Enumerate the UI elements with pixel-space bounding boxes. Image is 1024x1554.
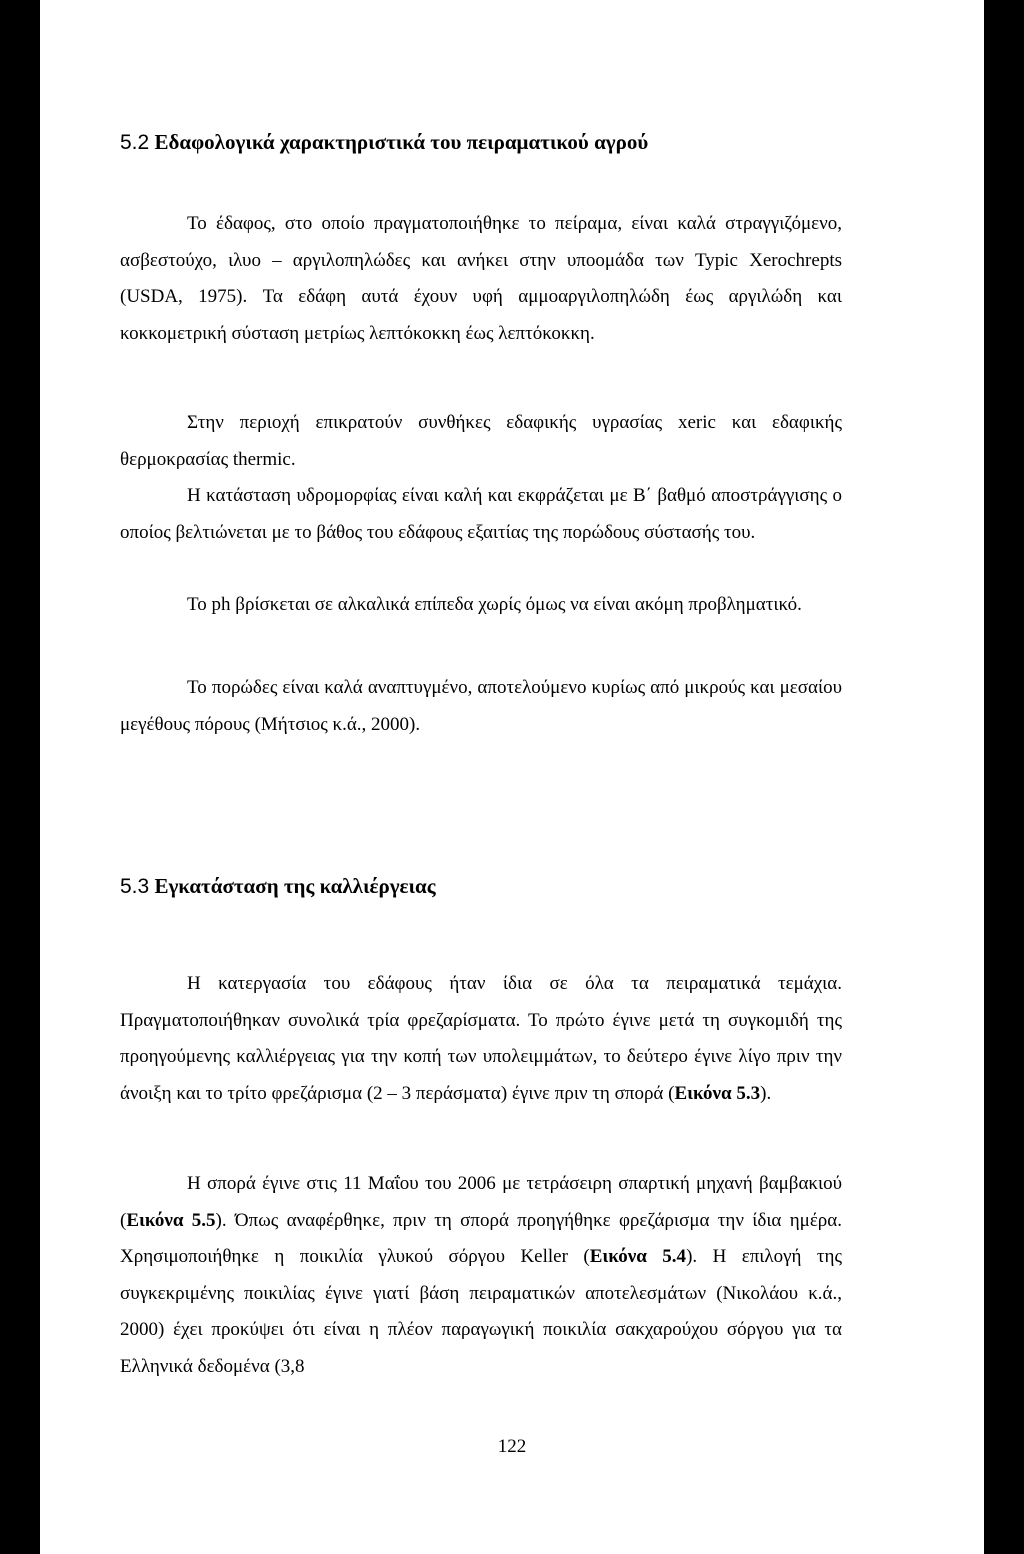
paragraph-text: ). Η επιλογή της συγκεκριμένης ποικιλίας έγινε γιατί βάση πειραματικών αποτελεσμάτων (Νικολάου κ.ά., 2000) έχει προκύψει ότι είναι η πλέον παραγωγική ποικιλία σακχαρούχου σόργου για τα Ελληνικά δεδομένα (3,8 bbox=[120, 1246, 842, 1377]
figure-reference: Εικόνα 5.4 bbox=[589, 1246, 687, 1267]
paragraph-text: Η κατεργασία του εδάφους ήταν ίδια σε όλα τα πειραματικά τεμάχια. Πραγματοποιήθηκαν συνολικά τρία φρεζαρίσματα. Το πρώτο έγινε μετά τη συγκομιδή της προηγούμενης καλλιέργειας για την κοπή των υπολειμμάτων, το δεύτερο έγινε λίγο πριν την άνοιξη και το τρίτο φρεζάρισμα (2 – 3 περάσματα) έγινε πριν τη σπορά ( bbox=[120, 973, 842, 1104]
figure-reference: Εικόνα 5.3 bbox=[674, 1082, 761, 1104]
section-number: 5.2 bbox=[120, 131, 150, 154]
paragraph-soil-description: Το έδαφος, στο οποίο πραγματοποιήθηκε το πείραμα, είναι καλά στραγγιζόμενο, ασβεστούχο, ιλυο – αργιλοπηλώδες και ανήκει στην υποομάδα των Typic Xerochrepts (USDA, 1975). Τα εδάφη αυτά έχουν υφή αμμοαργιλοπηλώδη έως αργιλώδη και κοκκομετρική σύσταση μετρίως λεπτόκοκκη έως λεπτόκοκκη. bbox=[120, 213, 842, 344]
paragraph-text: ). bbox=[760, 1082, 772, 1104]
page-number: 122 bbox=[497, 1436, 527, 1457]
section-heading-5-2 bbox=[120, 128, 648, 157]
paragraph-sowing bbox=[120, 1166, 842, 1385]
paragraph-tillage bbox=[120, 966, 842, 1112]
section-title: Εδαφολογικά χαρακτηριστικά του πειραματικού αγρού bbox=[154, 130, 649, 154]
paragraph-soil-moisture: Στην περιοχή επικρατούν συνθήκες εδαφικής υγρασίας xeric και εδαφικής θερμοκρασίας thermic. bbox=[120, 412, 842, 470]
document-page bbox=[40, 0, 984, 1554]
paragraph-porosity: Το πορώδες είναι καλά αναπτυγμένο, αποτελούμενο κυρίως από μικρούς και μεσαίου μεγέθους πόρους (Μήτσιος κ.ά., 2000). bbox=[120, 677, 842, 735]
section-heading-5-3 bbox=[120, 872, 436, 901]
paragraph-text: ). Όπως αναφέρθηκε, πριν τη σπορά προηγήθηκε φρεζάρισμα την ίδια ημέρα. Χρησιμοποιήθηκε η ποικιλία γλυκού σόργου Keller ( bbox=[120, 1209, 842, 1267]
paragraph-drainage: Η κατάσταση υδρομορφίας είναι καλή και εκφράζεται με Β΄ βαθμό αποστράγγισης ο οποίος βελτιώνεται με το βάθος του εδάφους εξαιτίας της πορώδους σύστασής του. bbox=[120, 485, 842, 543]
section-title: Εγκατάσταση της καλλιέργειας bbox=[154, 874, 436, 898]
figure-reference: Εικόνα 5.5 bbox=[126, 1209, 216, 1231]
section-number: 5.3 bbox=[120, 875, 150, 898]
paragraph-ph: Το ph βρίσκεται σε αλκαλικά επίπεδα χωρίς όμως να είναι ακόμη προβληματικό. bbox=[187, 594, 802, 615]
paragraph-text: Η σπορά έγινε στις 11 Μαΐου του 2006 με τετράσειρη σπαρτική μηχανή βαμβακιού ( bbox=[120, 1173, 842, 1231]
